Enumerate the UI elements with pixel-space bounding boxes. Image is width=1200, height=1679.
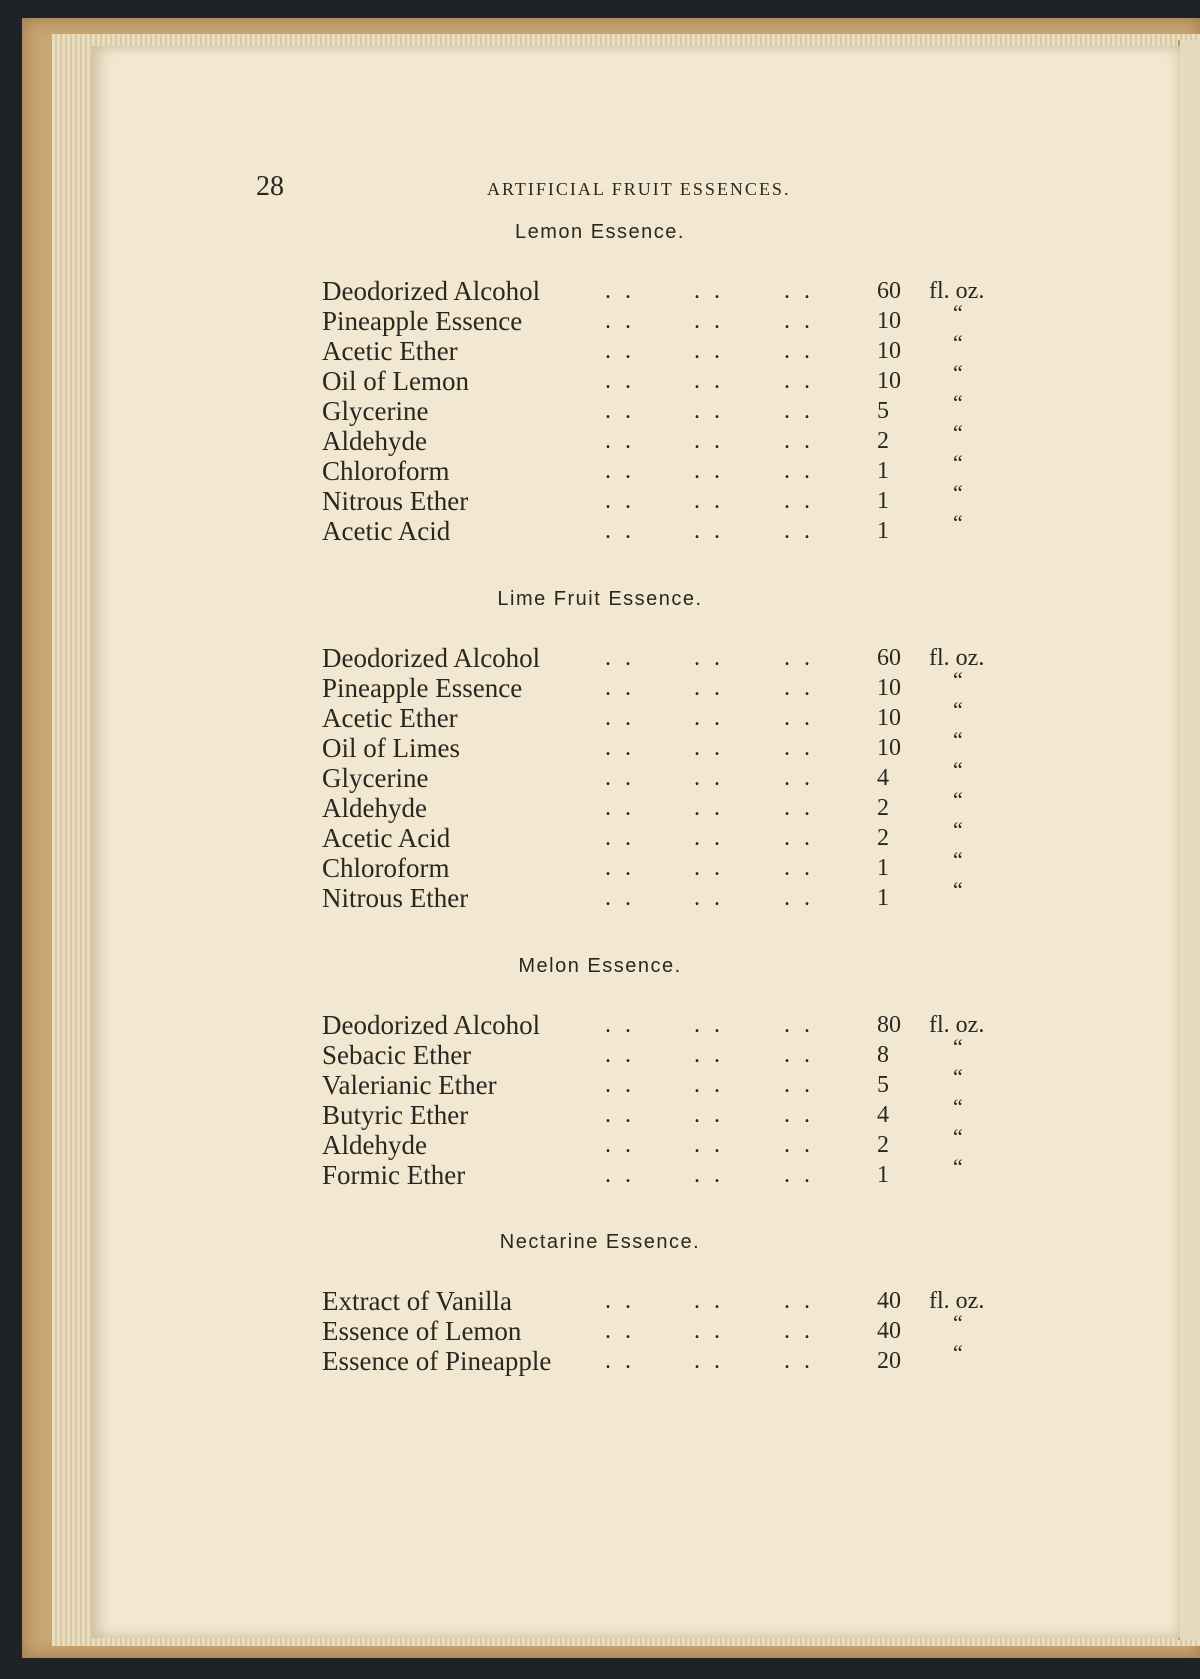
leader-dots: . . xyxy=(694,398,724,424)
leader-dots: . . xyxy=(605,855,635,881)
leader-dots: . . xyxy=(784,705,814,731)
leader-dots: . . xyxy=(694,795,724,821)
leader-dots: . . xyxy=(605,1012,635,1038)
ingredient-row xyxy=(0,667,1200,703)
leader-dots: . . xyxy=(694,368,724,394)
leader-dots: . . xyxy=(605,428,635,454)
ingredient-quantity: 1 xyxy=(877,518,889,544)
ingredient-quantity: 80 xyxy=(877,1012,901,1038)
ingredient-row xyxy=(0,727,1200,763)
recipe-title: Lime Fruit Essence. xyxy=(497,588,703,610)
ingredient-name: Pineapple Essence xyxy=(322,306,523,336)
ingredient-name: Deodorized Alcohol xyxy=(322,1010,541,1040)
ingredient-quantity: 5 xyxy=(877,1072,889,1098)
leader-dots: . . xyxy=(694,1102,724,1128)
ingredient-unit: “ xyxy=(953,330,963,355)
leader-dots: . . xyxy=(784,1162,814,1188)
ingredient-list xyxy=(0,276,1200,546)
leader-dots: . . xyxy=(694,518,724,544)
ingredient-row xyxy=(0,1286,1200,1316)
leader-dots: . . xyxy=(605,675,635,701)
page-number: 28 xyxy=(256,171,284,202)
ingredient-unit: “ xyxy=(953,300,963,325)
ingredient-unit: “ xyxy=(953,1094,963,1119)
ingredient-unit: fl. oz. xyxy=(929,278,985,304)
leader-dots: . . xyxy=(605,1102,635,1128)
leader-dots: . . xyxy=(605,338,635,364)
ingredient-quantity: 4 xyxy=(877,1102,889,1128)
ingredient-name: Pineapple Essence xyxy=(322,673,523,703)
leader-dots: . . xyxy=(694,1288,724,1314)
leader-dots: . . xyxy=(784,645,814,671)
ingredient-unit: “ xyxy=(953,450,963,475)
ingredient-unit: “ xyxy=(953,847,963,872)
leader-dots: . . xyxy=(605,885,635,911)
ingredient-quantity: 10 xyxy=(877,675,901,701)
ingredient-quantity: 20 xyxy=(877,1348,901,1374)
ingredient-quantity: 60 xyxy=(877,645,901,671)
ingredient-name: Deodorized Alcohol xyxy=(322,643,541,673)
ingredient-row xyxy=(0,1124,1200,1160)
leader-dots: . . xyxy=(784,1042,814,1068)
leader-dots: . . xyxy=(784,855,814,881)
leader-dots: . . xyxy=(784,428,814,454)
leader-dots: . . xyxy=(784,1102,814,1128)
leader-dots: . . xyxy=(784,1132,814,1158)
ingredient-row xyxy=(0,757,1200,793)
ingredient-row xyxy=(0,1154,1200,1190)
ingredient-quantity: 8 xyxy=(877,1042,889,1068)
ingredient-list xyxy=(0,643,1200,913)
leader-dots: . . xyxy=(784,458,814,484)
leader-dots: . . xyxy=(605,488,635,514)
leader-dots: . . xyxy=(605,1348,635,1374)
ingredient-name: Acetic Ether xyxy=(322,336,458,366)
ingredient-quantity: 10 xyxy=(877,705,901,731)
ingredient-name: Aldehyde xyxy=(322,1130,427,1160)
ingredient-unit: “ xyxy=(953,1034,963,1059)
ingredient-quantity: 10 xyxy=(877,338,901,364)
ingredient-quantity: 1 xyxy=(877,885,889,911)
leader-dots: . . xyxy=(784,1318,814,1344)
ingredient-unit: “ xyxy=(953,420,963,445)
ingredient-name: Glycerine xyxy=(322,396,429,426)
leader-dots: . . xyxy=(784,825,814,851)
leader-dots: . . xyxy=(605,1288,635,1314)
ingredient-quantity: 40 xyxy=(877,1288,901,1314)
ingredient-quantity: 1 xyxy=(877,488,889,514)
leader-dots: . . xyxy=(784,735,814,761)
leader-dots: . . xyxy=(694,1072,724,1098)
ingredient-name: Oil of Limes xyxy=(322,733,460,763)
ingredient-row xyxy=(0,1094,1200,1130)
leader-dots: . . xyxy=(605,278,635,304)
ingredient-unit: “ xyxy=(953,1310,963,1335)
leader-dots: . . xyxy=(605,795,635,821)
leader-dots: . . xyxy=(784,308,814,334)
leader-dots: . . xyxy=(605,1162,635,1188)
ingredient-name: Chloroform xyxy=(322,853,450,883)
leader-dots: . . xyxy=(694,855,724,881)
leader-dots: . . xyxy=(784,765,814,791)
ingredient-unit: “ xyxy=(953,1124,963,1149)
ingredient-quantity: 1 xyxy=(877,458,889,484)
ingredient-quantity: 2 xyxy=(877,1132,889,1158)
ingredient-unit: “ xyxy=(953,390,963,415)
ingredient-row xyxy=(0,450,1200,486)
leader-dots: . . xyxy=(694,765,724,791)
leader-dots: . . xyxy=(605,825,635,851)
ingredient-list xyxy=(0,1286,1200,1376)
leader-dots: . . xyxy=(784,368,814,394)
ingredient-unit: “ xyxy=(953,510,963,535)
leader-dots: . . xyxy=(694,825,724,851)
leader-dots: . . xyxy=(784,885,814,911)
ingredient-unit: “ xyxy=(953,1340,963,1365)
ingredient-row xyxy=(0,787,1200,823)
ingredient-name: Essence of Pineapple xyxy=(322,1346,552,1376)
ingredient-row xyxy=(0,1310,1200,1346)
ingredient-unit: “ xyxy=(953,787,963,812)
ingredient-unit: “ xyxy=(953,667,963,692)
leader-dots: . . xyxy=(694,1012,724,1038)
leader-dots: . . xyxy=(784,1348,814,1374)
leader-dots: . . xyxy=(694,735,724,761)
ingredient-list xyxy=(0,1010,1200,1190)
leader-dots: . . xyxy=(694,488,724,514)
recipe-title: Lemon Essence. xyxy=(515,221,685,243)
running-head xyxy=(0,172,1200,202)
ingredient-name: Glycerine xyxy=(322,763,429,793)
leader-dots: . . xyxy=(694,705,724,731)
ingredient-row xyxy=(0,1034,1200,1070)
ingredient-row xyxy=(0,847,1200,883)
ingredient-unit: “ xyxy=(953,877,963,902)
ingredient-quantity: 10 xyxy=(877,735,901,761)
leader-dots: . . xyxy=(784,795,814,821)
leader-dots: . . xyxy=(694,308,724,334)
ingredient-name: Butyric Ether xyxy=(322,1100,469,1130)
leader-dots: . . xyxy=(605,308,635,334)
ingredient-quantity: 60 xyxy=(877,278,901,304)
leader-dots: . . xyxy=(784,675,814,701)
ingredient-row xyxy=(0,1010,1200,1040)
ingredient-unit: fl. oz. xyxy=(929,645,985,671)
running-title: ARTIFICIAL FRUIT ESSENCES. xyxy=(487,179,791,199)
ingredient-unit: “ xyxy=(953,1154,963,1179)
leader-dots: . . xyxy=(694,428,724,454)
leader-dots: . . xyxy=(694,885,724,911)
leader-dots: . . xyxy=(694,338,724,364)
ingredient-row xyxy=(0,877,1200,913)
ingredient-name: Nitrous Ether xyxy=(322,883,469,913)
ingredient-unit: “ xyxy=(953,697,963,722)
leader-dots: . . xyxy=(694,458,724,484)
ingredient-unit: “ xyxy=(953,727,963,752)
ingredient-unit: “ xyxy=(953,757,963,782)
ingredient-row xyxy=(0,330,1200,366)
ingredient-name: Valerianic Ether xyxy=(322,1070,497,1100)
leader-dots: . . xyxy=(605,735,635,761)
leader-dots: . . xyxy=(784,518,814,544)
ingredient-name: Chloroform xyxy=(322,456,450,486)
ingredient-name: Acetic Acid xyxy=(322,823,451,853)
ingredient-unit: fl. oz. xyxy=(929,1288,985,1314)
leader-dots: . . xyxy=(605,645,635,671)
ingredient-quantity: 1 xyxy=(877,1162,889,1188)
leader-dots: . . xyxy=(694,645,724,671)
ingredient-row xyxy=(0,420,1200,456)
ingredient-unit: “ xyxy=(953,817,963,842)
leader-dots: . . xyxy=(784,1012,814,1038)
ingredient-row xyxy=(0,697,1200,733)
ingredient-quantity: 5 xyxy=(877,398,889,424)
ingredient-row xyxy=(0,360,1200,396)
ingredient-name: Deodorized Alcohol xyxy=(322,276,541,306)
leader-dots: . . xyxy=(694,1132,724,1158)
ingredient-row xyxy=(0,276,1200,306)
leader-dots: . . xyxy=(694,1318,724,1344)
ingredient-quantity: 4 xyxy=(877,765,889,791)
leader-dots: . . xyxy=(605,398,635,424)
ingredient-quantity: 1 xyxy=(877,855,889,881)
leader-dots: . . xyxy=(605,518,635,544)
leader-dots: . . xyxy=(694,675,724,701)
ingredient-row xyxy=(0,300,1200,336)
ingredient-name: Sebacic Ether xyxy=(322,1040,472,1070)
ingredient-unit: “ xyxy=(953,1064,963,1089)
ingredient-name: Nitrous Ether xyxy=(322,486,469,516)
leader-dots: . . xyxy=(605,1318,635,1344)
leader-dots: . . xyxy=(605,705,635,731)
leader-dots: . . xyxy=(784,1072,814,1098)
leader-dots: . . xyxy=(605,1072,635,1098)
ingredient-quantity: 2 xyxy=(877,428,889,454)
leader-dots: . . xyxy=(694,278,724,304)
recipe-title: Melon Essence. xyxy=(518,955,682,977)
ingredient-unit: “ xyxy=(953,480,963,505)
leader-dots: . . xyxy=(784,338,814,364)
leader-dots: . . xyxy=(605,368,635,394)
ingredient-quantity: 10 xyxy=(877,368,901,394)
leader-dots: . . xyxy=(694,1162,724,1188)
recipe-title: Nectarine Essence. xyxy=(499,1231,701,1253)
ingredient-name: Essence of Lemon xyxy=(322,1316,522,1346)
ingredient-row xyxy=(0,817,1200,853)
ingredient-unit: fl. oz. xyxy=(929,1012,985,1038)
leader-dots: . . xyxy=(694,1348,724,1374)
ingredient-quantity: 40 xyxy=(877,1318,901,1344)
ingredient-row xyxy=(0,390,1200,426)
ingredient-name: Aldehyde xyxy=(322,793,427,823)
leader-dots: . . xyxy=(605,458,635,484)
ingredient-name: Extract of Vanilla xyxy=(322,1286,512,1316)
ingredient-row xyxy=(0,480,1200,516)
ingredient-unit: “ xyxy=(953,360,963,385)
ingredient-row xyxy=(0,643,1200,673)
ingredient-row xyxy=(0,510,1200,546)
ingredient-name: Acetic Ether xyxy=(322,703,458,733)
ingredient-row xyxy=(0,1340,1200,1376)
leader-dots: . . xyxy=(605,765,635,791)
ingredient-row xyxy=(0,1064,1200,1100)
ingredient-name: Formic Ether xyxy=(322,1160,466,1190)
leader-dots: . . xyxy=(784,488,814,514)
leader-dots: . . xyxy=(605,1042,635,1068)
ingredient-name: Aldehyde xyxy=(322,426,427,456)
leader-dots: . . xyxy=(694,1042,724,1068)
leader-dots: . . xyxy=(784,278,814,304)
leader-dots: . . xyxy=(605,1132,635,1158)
ingredient-quantity: 10 xyxy=(877,308,901,334)
ingredient-quantity: 2 xyxy=(877,825,889,851)
ingredient-name: Acetic Acid xyxy=(322,516,451,546)
ingredient-name: Oil of Lemon xyxy=(322,366,469,396)
leader-dots: . . xyxy=(784,398,814,424)
ingredient-quantity: 2 xyxy=(877,795,889,821)
leader-dots: . . xyxy=(784,1288,814,1314)
